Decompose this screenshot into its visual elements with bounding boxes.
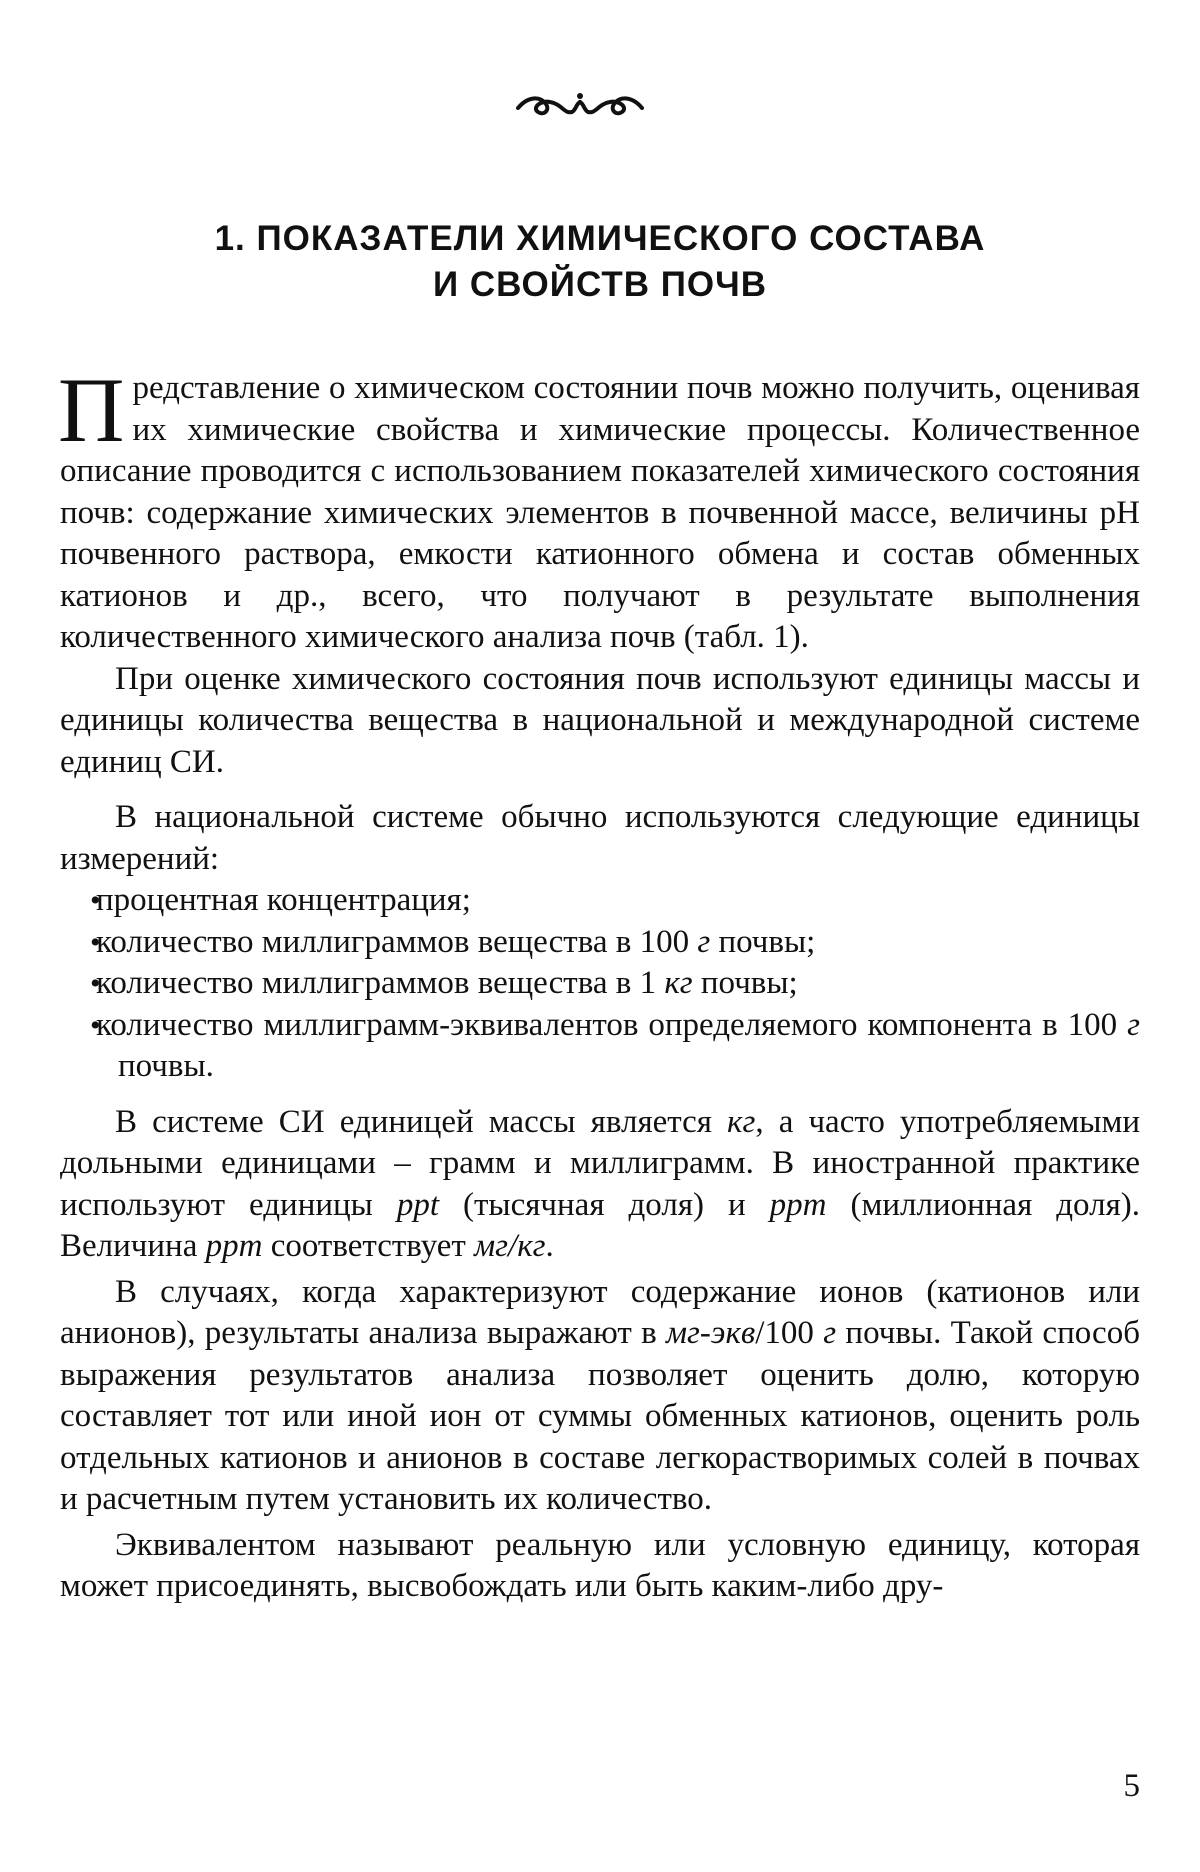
list-item-text: почвы. (118, 1048, 214, 1084)
unit-text: мг-экв (666, 1315, 756, 1351)
unit-text: мг/кг (474, 1228, 546, 1264)
text-run: . (545, 1228, 554, 1264)
list-item (60, 880, 1140, 922)
text-run: В случаях, когда характеризуют содержание ионов (катионов или анионов), результаты анализа выражают в (60, 1273, 1140, 1351)
paragraph-national-system: В национальной системе обычно используются следующие единицы измерений: (60, 799, 1140, 877)
text-run: (миллионная доля). Величина (60, 1186, 1140, 1264)
ornament-icon (510, 82, 650, 122)
unit-text: ppm (769, 1186, 827, 1223)
paragraph-intro (58, 359, 1140, 659)
unit-text: г (697, 923, 711, 960)
paragraph-si-system (60, 1102, 1140, 1268)
unit-text: кг (727, 1103, 756, 1140)
list-item-text: количество миллиграммов вещества в 1 (96, 965, 665, 1001)
text-run: (тысячная доля) и (439, 1186, 770, 1223)
list-item-text: почвы; (692, 965, 798, 1001)
unit-text: ppt (396, 1186, 440, 1223)
paragraph-ions (60, 1272, 1140, 1521)
unit-text: ppm (205, 1228, 263, 1264)
list-item (60, 963, 1140, 1005)
text-run: почвы. Такой способ выражения результатов анализа позволяет оценить долю, которую составляет тот или иной ион от суммы обменных катионов, оценить роль отдельных катионов и анионов в составе легкорастворимых солей в почвах и расчетным путем установить их количество. (60, 1315, 1140, 1517)
unit-text: г (823, 1315, 837, 1351)
text-run: В системе СИ единицей массы является (115, 1103, 728, 1140)
paragraph-intro-text: редставление о химическом состоянии почв можно получить, оценивая их химические свойства и химические процессы. Количественное описание проводится с использованием показателей химического состояния почв: содержание химических элементов в почвенной массе, величины pH почвенного раствора, емкости катионного обмена и состав обменных катионов и др., всего, что получают в результате выполнения количественного химического анализа почв (табл. 1). (60, 370, 1140, 655)
text-run: соответствует (262, 1228, 475, 1264)
unit-text: г (1127, 1006, 1140, 1043)
paragraph-equivalent: Эквивалентом называют реальную или условную единицу, которая может присоединять, высвобождать или быть каким-либо дру- (60, 1526, 1140, 1604)
list-item-text: количество миллиграммов вещества в 100 (96, 923, 698, 960)
chapter-title-line-1: 1. ПОКАЗАТЕЛИ ХИМИЧЕСКОГО СОСТАВА (214, 219, 986, 258)
body-text (58, 359, 1140, 1608)
chapter-title-line-2: И СВОЙСТВ ПОЧВ (433, 265, 767, 304)
paragraph-units: При оценке химического состояния почв используют единицы массы и единицы количества вещества в национальной и международной системе единиц СИ. (60, 660, 1140, 780)
page-number: 5 (1123, 1768, 1140, 1804)
text-run: /100 (755, 1315, 824, 1351)
list-item (60, 922, 1140, 964)
list-item-text: процентная концентрация; (96, 882, 471, 918)
text-run: , а часто употребляемыми дольными единицами – грамм и миллиграмм. В иностранной практике используют единицы (60, 1103, 1140, 1223)
unit-text: кг (664, 965, 693, 1001)
list-item-text: количество миллиграмм-эквивалентов определяемого компонента в 100 (96, 1006, 1128, 1043)
list-item-text: почвы; (710, 923, 816, 960)
list-item (60, 1005, 1140, 1088)
drop-cap: П (58, 359, 125, 461)
units-list (60, 880, 1140, 1088)
